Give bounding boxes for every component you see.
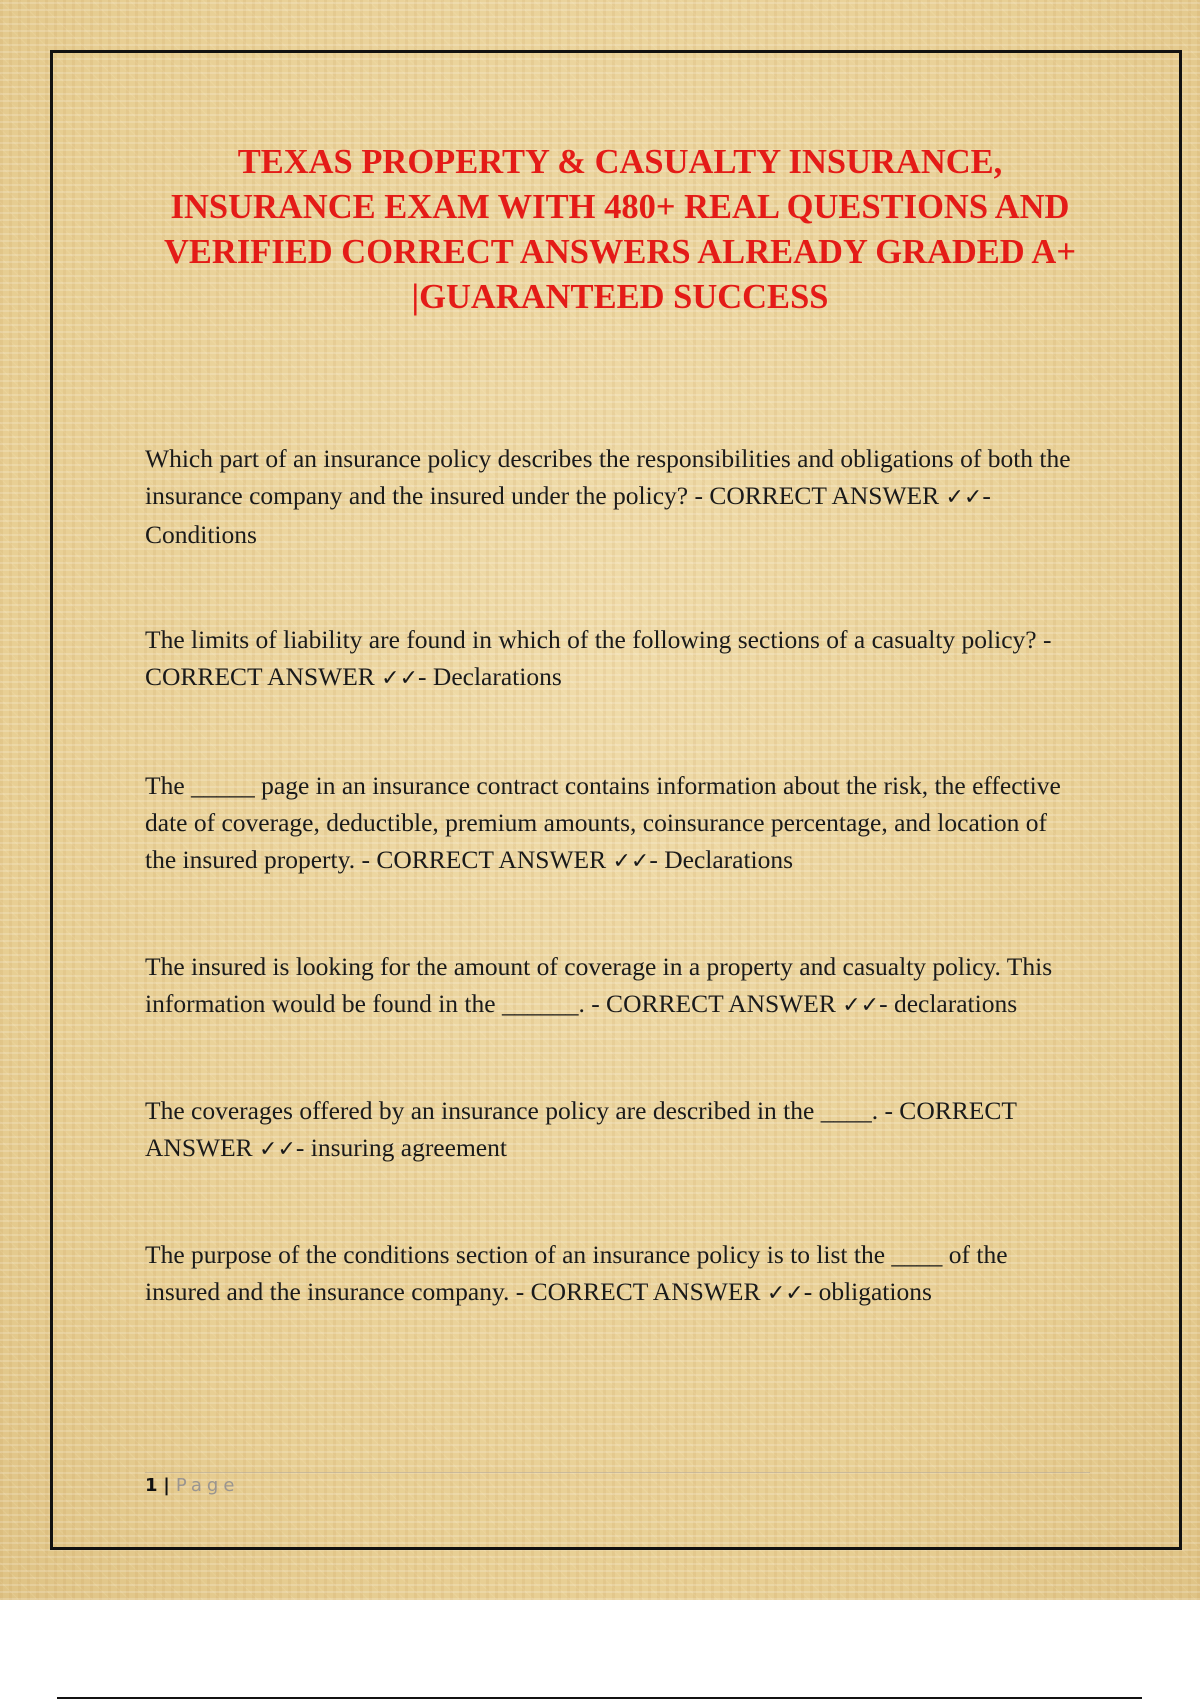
answer-text: - Declarations	[649, 845, 794, 874]
bottom-divider	[57, 1697, 1142, 1699]
qa-item	[145, 440, 1075, 553]
checkmark-icon: ✓✓	[766, 1281, 804, 1306]
footer-divider	[145, 1472, 1090, 1473]
page-number: 1	[145, 1475, 158, 1496]
document-title: TEXAS PROPERTY & CASUALTY INSURANCE, INSURANCE EXAM WITH 480+ REAL QUESTIONS AND VERIFIED CORRECT ANSWERS ALREADY GRADED A+ |GUARANTEED SUCCESS	[163, 143, 1077, 316]
qa-list	[145, 440, 1075, 1312]
checkmark-icon: ✓✓	[381, 666, 419, 691]
answer-text: - declarations	[879, 989, 1018, 1018]
qa-item	[145, 1092, 1075, 1168]
answer-text: - Declarations	[418, 662, 562, 691]
answer-text: - insuring agreement	[295, 1133, 507, 1162]
checkmark-icon: ✓✓	[612, 849, 650, 874]
question-text: The purpose of the conditions section of an insurance policy is to list the ____ of the insured and the insurance company. - CORRECT ANSWER	[145, 1240, 1008, 1306]
question-text: The insured is looking for the amount of coverage in a property and casualty policy. This information would be found in the ______. - CORRECT ANSWER	[145, 952, 1053, 1018]
question-text: The limits of liability are found in which of the following sections of a casualty policy? - CORRECT ANSWER	[145, 625, 1052, 691]
checkmark-icon: ✓✓	[842, 993, 880, 1018]
question-text: The coverages offered by an insurance policy are described in the ____. - CORRECT ANSWER	[145, 1096, 1017, 1162]
qa-item	[145, 767, 1075, 880]
page-label: Page	[175, 1475, 240, 1496]
qa-item	[145, 621, 1075, 697]
page-footer	[145, 1472, 1090, 1502]
question-text: Which part of an insurance policy describes the responsibilities and obligations of both the insurance company and the insured under the policy? - CORRECT ANSWER	[145, 444, 1071, 510]
page-indicator	[145, 1474, 239, 1498]
answer-text: - Conditions	[145, 481, 991, 549]
qa-item	[145, 948, 1075, 1024]
question-text: The _____ page in an insurance contract contains information about the risk, the effective date of coverage, deductible, premium amounts, coinsurance percentage, and location of the insured property. - CORRECT ANSWER	[145, 771, 1061, 874]
checkmark-icon: ✓✓	[945, 485, 983, 510]
checkmark-icon: ✓✓	[259, 1137, 296, 1162]
page-separator: |	[163, 1475, 170, 1496]
answer-text: - obligations	[803, 1277, 932, 1306]
qa-item	[145, 1236, 1075, 1312]
